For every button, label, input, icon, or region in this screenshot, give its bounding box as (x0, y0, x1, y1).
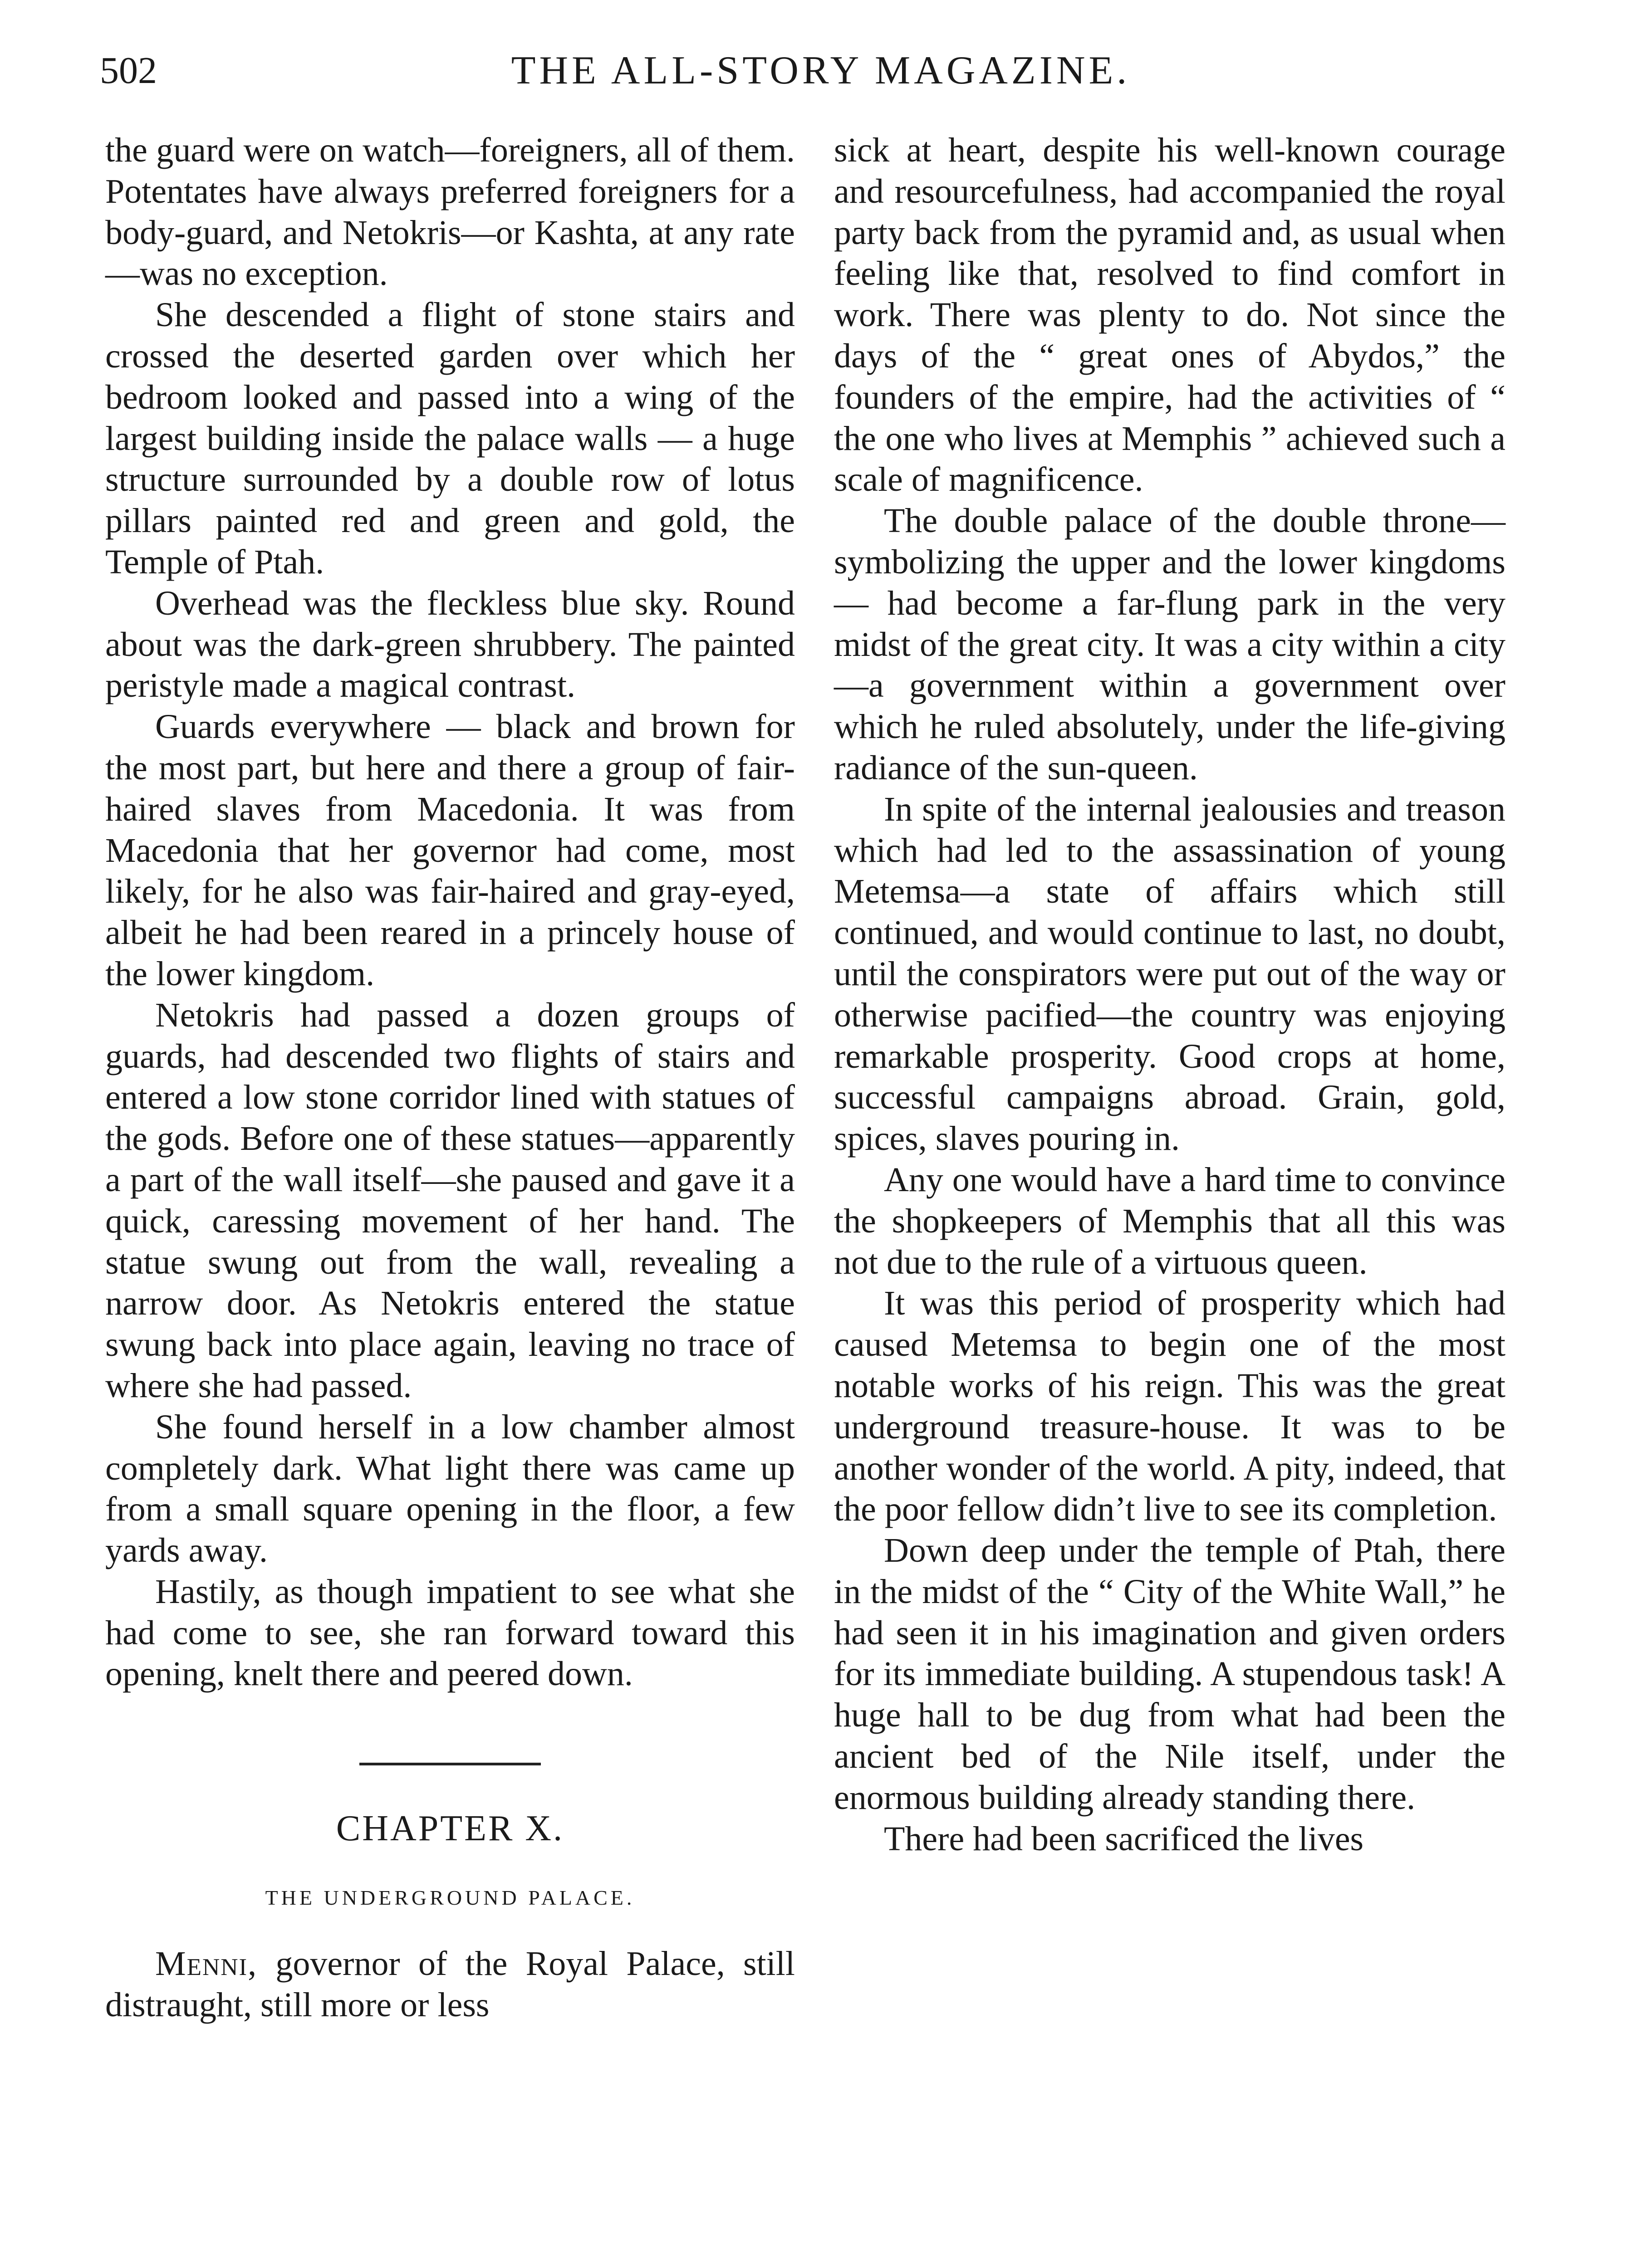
section-divider (359, 1763, 541, 1765)
body-paragraph: sick at heart, despite his well-known courage and resourcefulness, had accompanied the royal party back from the pyramid and, as usual when feeling like that, resolved to find comfort in work. There was plenty to do. Not since the days of the “ great ones of Abydos,” the founders of the empire, had the activities of “ the one who lives at Memphis ” achieved such a scale of magnificence. (834, 131, 1505, 499)
right-column (834, 130, 1505, 1859)
page-header (100, 44, 1542, 98)
chapter-opening-text: governor of the Royal Palace, still distraught, still more or less (105, 1945, 795, 2024)
body-paragraph: Guards everywhere — black and brown for the most part, but here and there a group of fair-haired slaves from Macedonia. It was from Macedonia that her governor had come, most likely, for he also was fair-haired and gray-eyed, albeit he had been reared in a princely house of the lower kingdom. (105, 708, 795, 993)
body-paragraph: She descended a flight of stone stairs and crossed the deserted garden over which her bedroom looked and passed into a wing of the largest building inside the palace walls — a huge structure surrounded by a double row of lotus pillars painted red and green and gold, the Temple of Ptah. (105, 296, 795, 581)
body-paragraph: Hastily, as though impatient to see what she had come to see, she ran forward toward this opening, knelt there and peered down. (105, 1572, 795, 1693)
body-paragraph: It was this period of prosperity which had caused Metemsa to begin one of the most notable works of his reign. This was the great underground treasure-house. It was to be another wonder of the world. A pity, indeed, that the poor fellow didn’t live to see its completion. (834, 1284, 1505, 1529)
body-paragraph: There had been sacrificed the lives (884, 1819, 1364, 1858)
body-paragraph: Overhead was the fleckless blue sky. Round about was the dark-green shrubbery. The painted peristyle made a magical contrast. (105, 584, 795, 705)
body-paragraph: the guard were on watch—foreigners, all of them. Potentates have always preferred foreigners for a body-guard, and Netokris—or Kashta, at any rate —was no exception. (105, 131, 795, 293)
body-paragraph: Any one would have a hard time to convince the shopkeepers of Memphis that all this was not due to the rule of a virtuous queen. (834, 1160, 1505, 1281)
body-paragraph: Down deep under the temple of Ptah, there in the midst of the “ City of the White Wall,” he had seen it in his imagination and given orders for its immediate building. A stupendous task! A huge hall to be dug from what had been the ancient bed of the Nile itself, under the enormous building already standing there. (834, 1531, 1505, 1817)
body-paragraph: Netokris had passed a dozen groups of guards, had descended two flights of stairs and entered a low stone corridor lined with statues of the gods. Before one of these statues—apparently a part of the wall itself—she paused and gave it a quick, caressing movement of her hand. The statue swung out from the wall, revealing a narrow door. As Netokris entered the statue swung back into place again, leaving no trace of where she had passed. (105, 996, 795, 1405)
left-column (105, 130, 795, 2026)
chapter-opening-name: Menni, (155, 1945, 258, 1983)
body-paragraph: In spite of the internal jealousies and treason which had led to the assassination of young Metemsa—a state of affairs which still continued, and would continue to last, no doubt, until the conspirators were put out of the way or otherwise pacified—the country was enjoying remarkable prosperity. Good crops at home, successful campaigns abroad. Grain, gold, spices, slaves pouring in. (834, 790, 1505, 1158)
running-title: THE ALL-STORY MAGAZINE. (511, 49, 1131, 93)
body-paragraph: She found herself in a low chamber almost completely dark. What light there was came up from a small square opening in the floor, a few yards away. (105, 1408, 795, 1570)
body-paragraph: The double palace of the double throne—symbolizing the upper and the lower kingdoms — had become a far-flung park in the very midst of the great city. It was a city within a city —a government within a government over which he ruled absolutely, under the life-giving radiance of the sun-queen. (834, 502, 1505, 787)
page-number: 502 (100, 49, 157, 92)
chapter-subtitle: THE UNDERGROUND PALACE. (265, 1886, 635, 1910)
chapter-opening-paragraph (105, 1943, 795, 2026)
chapter-title: CHAPTER X. (336, 1809, 564, 1849)
